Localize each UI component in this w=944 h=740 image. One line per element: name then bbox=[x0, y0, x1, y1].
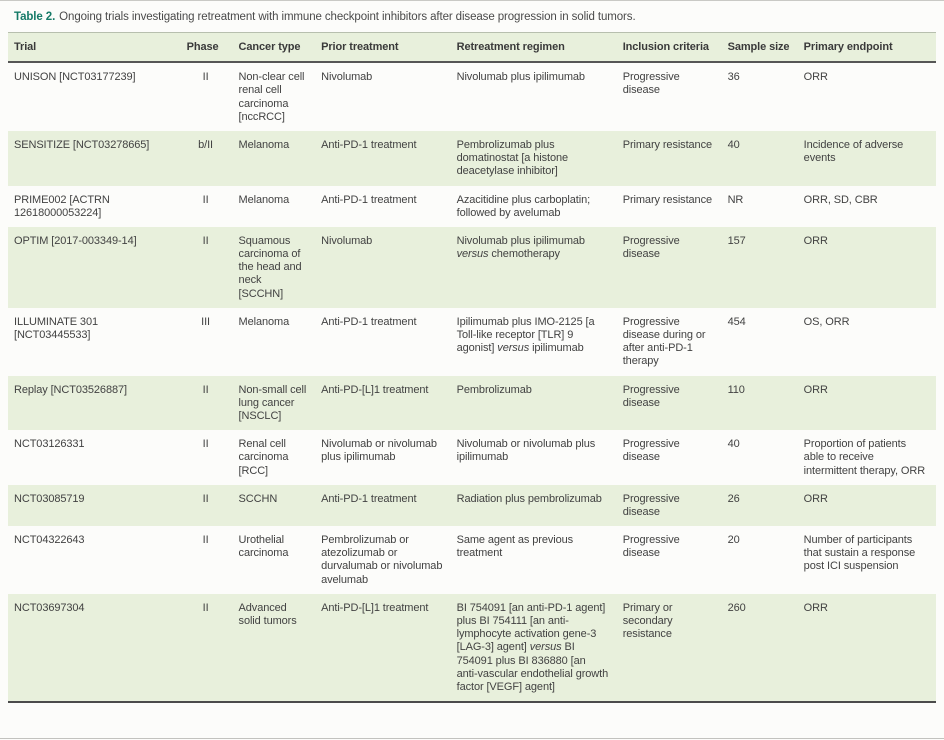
phase-cell: III bbox=[201, 315, 210, 328]
table-row bbox=[8, 62, 936, 131]
cancer-type-cell: Advanced solid tumors bbox=[233, 594, 316, 702]
retreatment-regimen-cell: BI 754091 [an anti-PD-1 agent] plus BI 754111 [an anti-lymphocyte activation gene-3 [LAG-3] agent] versus BI 754091 plus BI 836880 [an anti-vascular endothelial growth factor [VEGF] agent] bbox=[451, 594, 617, 702]
primary-endpoint-cell: ORR, SD, CBR bbox=[803, 193, 878, 206]
table-row bbox=[8, 485, 936, 526]
primary-endpoint-cell: ORR bbox=[798, 594, 936, 702]
column-header-phase: Phase bbox=[181, 33, 233, 63]
table-caption-text: Ongoing trials investigating retreatment with immune checkpoint inhibitors after disease progression in solid tumors. bbox=[59, 11, 636, 23]
inclusion-criteria-cell: Primary or secondary resistance bbox=[617, 594, 722, 702]
trial-cell: SENSITIZE [NCT03278665] bbox=[8, 131, 181, 186]
column-header-sample-size: Sample size bbox=[722, 33, 798, 63]
header-row bbox=[8, 33, 936, 63]
table-row bbox=[8, 227, 936, 308]
table-row bbox=[8, 594, 936, 702]
column-header-inclusion-criteria: Inclusion criteria bbox=[617, 33, 722, 63]
column-header-trial: Trial bbox=[8, 33, 181, 63]
cancer-type-cell: Non-small cell lung cancer [NSCLC] bbox=[233, 376, 316, 431]
phase-cell: II bbox=[181, 485, 233, 526]
column-header-prior-treatment: Prior treatment bbox=[315, 33, 450, 63]
prior-treatment-cell: Anti-PD-[L]1 treatment bbox=[315, 594, 450, 702]
prior-treatment-cell: Anti-PD-1 treatment bbox=[315, 131, 450, 186]
table-caption-label: Table 2. bbox=[14, 11, 56, 23]
trial-cell: PRIME002 [ACTRN 12618000053224] bbox=[14, 193, 110, 219]
sample-size-cell: NR bbox=[727, 193, 744, 206]
primary-endpoint-cell: OS, ORR bbox=[803, 315, 850, 328]
retreatment-regimen-cell: Nivolumab plus ipilimumab bbox=[456, 71, 585, 84]
trial-cell: ILLUMINATE 301 [NCT03445533] bbox=[14, 315, 98, 341]
phase-cell: II bbox=[181, 376, 233, 431]
primary-endpoint-cell: ORR bbox=[803, 71, 828, 84]
primary-endpoint-cell: Proportion of patients able to receive intermittent therapy, ORR bbox=[803, 438, 926, 477]
column-header-cancer-type: Cancer type bbox=[233, 33, 316, 63]
sample-size-cell: 110 bbox=[722, 376, 798, 431]
prior-treatment-cell: Anti-PD-1 treatment bbox=[321, 315, 417, 328]
retreatment-regimen-cell: Ipilimumab plus IMO-2125 [a Toll-like receptor [TLR] 9 agonist] versus ipilimumab bbox=[456, 315, 595, 355]
table-caption bbox=[0, 0, 944, 32]
retreatment-regimen-cell: Radiation plus pembrolizumab bbox=[451, 485, 617, 526]
primary-endpoint-cell: Number of participants that sustain a response post ICI suspension bbox=[803, 534, 916, 573]
retreatment-regimen-cell: Azacitidine plus carboplatin; followed by avelumab bbox=[456, 193, 591, 219]
prior-treatment-cell: Pembrolizumab or atezolizumab or durvalumab or nivolumab avelumab bbox=[321, 534, 443, 586]
sample-size-cell: 40 bbox=[722, 131, 798, 186]
sample-size-cell: 260 bbox=[722, 594, 798, 702]
sample-size-cell: 157 bbox=[722, 227, 798, 308]
trial-cell: NCT03085719 bbox=[8, 485, 181, 526]
prior-treatment-cell: Nivolumab bbox=[321, 71, 373, 84]
cancer-type-cell: Non-clear cell renal cell carcinoma [nccRCC] bbox=[238, 71, 305, 123]
table-row bbox=[8, 376, 936, 431]
inclusion-criteria-cell: Progressive disease bbox=[622, 71, 680, 97]
inclusion-criteria-cell: Progressive disease bbox=[622, 438, 680, 464]
prior-treatment-cell: Anti-PD-1 treatment bbox=[315, 485, 450, 526]
primary-endpoint-cell: ORR bbox=[798, 376, 936, 431]
inclusion-criteria-cell: Progressive disease bbox=[617, 227, 722, 308]
phase-cell: II bbox=[181, 227, 233, 308]
phase-cell: b/II bbox=[181, 131, 233, 186]
retreatment-regimen-cell: Same agent as previous treatment bbox=[456, 534, 574, 560]
trial-cell: NCT03126331 bbox=[14, 438, 85, 451]
table-row bbox=[8, 308, 936, 376]
trial-cell: NCT03697304 bbox=[8, 594, 181, 702]
primary-endpoint-cell: ORR bbox=[798, 485, 936, 526]
table-row bbox=[8, 526, 936, 594]
table-row bbox=[8, 430, 936, 485]
retreatment-regimen-cell: Pembrolizumab bbox=[451, 376, 617, 431]
trial-cell: NCT04322643 bbox=[14, 534, 85, 547]
trial-cell: Replay [NCT03526887] bbox=[8, 376, 181, 431]
phase-cell: II bbox=[202, 534, 209, 547]
table-row bbox=[8, 186, 936, 227]
cancer-type-cell: Melanoma bbox=[238, 315, 290, 328]
inclusion-criteria-cell: Primary resistance bbox=[622, 193, 712, 206]
phase-cell: II bbox=[202, 71, 209, 84]
phase-cell: II bbox=[202, 193, 209, 206]
column-header-primary-endpoint: Primary endpoint bbox=[798, 33, 936, 63]
retreatment-regimen-cell: Pembrolizumab plus domatinostat [a histone deacetylase inhibitor] bbox=[451, 131, 617, 186]
retreatment-regimen-cell: Nivolumab plus ipilimumab versus chemotherapy bbox=[451, 227, 617, 308]
figure-bottom-edge-line bbox=[0, 738, 944, 739]
trials-table bbox=[8, 32, 936, 703]
inclusion-criteria-cell: Progressive disease bbox=[622, 534, 680, 560]
phase-cell: II bbox=[202, 438, 209, 451]
retreatment-regimen-cell: Nivolumab or nivolumab plus ipilimumab bbox=[456, 438, 596, 464]
prior-treatment-cell: Nivolumab or nivolumab plus ipilimumab bbox=[321, 438, 437, 464]
prior-treatment-cell: Nivolumab bbox=[315, 227, 450, 308]
prior-treatment-cell: Anti-PD-[L]1 treatment bbox=[315, 376, 450, 431]
cancer-type-cell: Urothelial carcinoma bbox=[238, 534, 289, 560]
inclusion-criteria-cell: Progressive disease bbox=[617, 376, 722, 431]
cancer-type-cell: Melanoma bbox=[238, 193, 290, 206]
inclusion-criteria-cell: Progressive disease bbox=[617, 485, 722, 526]
phase-cell: II bbox=[181, 594, 233, 702]
sample-size-cell: 36 bbox=[727, 71, 740, 84]
cancer-type-cell: Melanoma bbox=[233, 131, 316, 186]
sample-size-cell: 26 bbox=[722, 485, 798, 526]
trial-cell: UNISON [NCT03177239] bbox=[14, 71, 136, 84]
figure-top-edge-line bbox=[0, 0, 944, 1]
primary-endpoint-cell: Incidence of adverse events bbox=[798, 131, 936, 186]
inclusion-criteria-cell: Progressive disease during or after anti-PD-1 therapy bbox=[622, 315, 706, 368]
sample-size-cell: 40 bbox=[727, 438, 740, 451]
trial-cell: OPTIM [2017-003349-14] bbox=[8, 227, 181, 308]
table-body bbox=[8, 62, 936, 702]
cancer-type-cell: SCCHN bbox=[233, 485, 316, 526]
inclusion-criteria-cell: Primary resistance bbox=[617, 131, 722, 186]
sample-size-cell: 454 bbox=[727, 315, 746, 328]
sample-size-cell: 20 bbox=[727, 534, 740, 547]
cancer-type-cell: Renal cell carcinoma [RCC] bbox=[238, 438, 289, 477]
primary-endpoint-cell: ORR bbox=[798, 227, 936, 308]
cancer-type-cell: Squamous carcinoma of the head and neck [SCCHN] bbox=[233, 227, 316, 308]
table-row bbox=[8, 131, 936, 186]
prior-treatment-cell: Anti-PD-1 treatment bbox=[321, 193, 417, 206]
column-header-retreatment-regimen: Retreatment regimen bbox=[451, 33, 617, 63]
